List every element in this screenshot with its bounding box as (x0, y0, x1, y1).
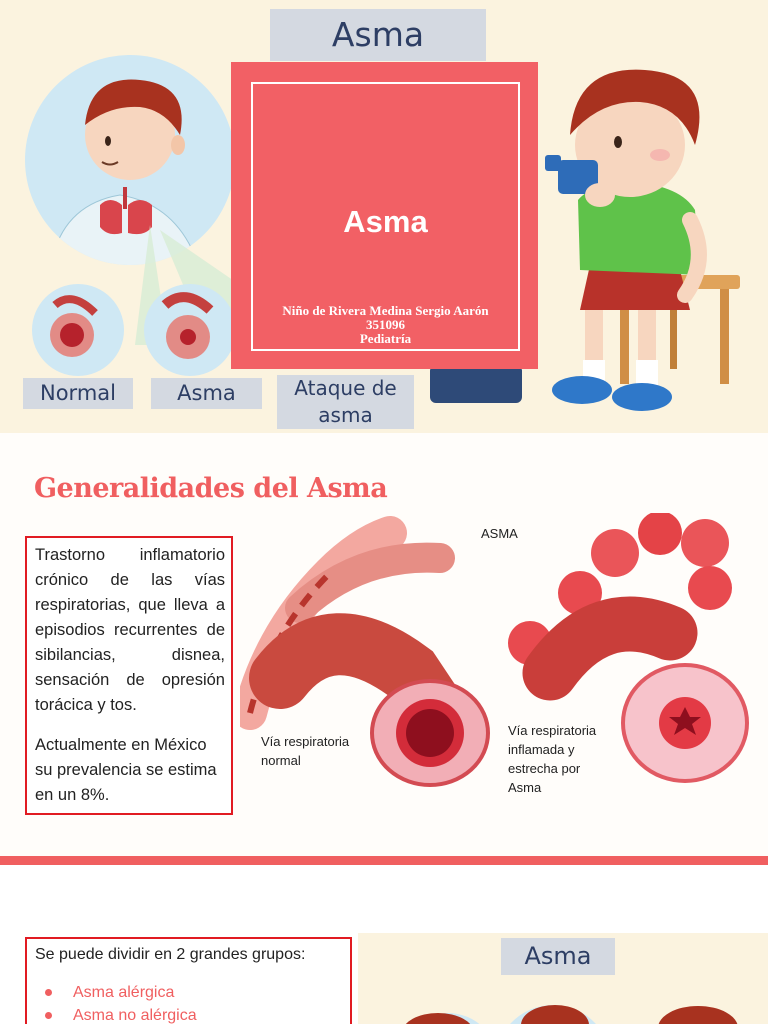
label-ataque (277, 375, 414, 429)
boys-heads-illustration (358, 973, 768, 1024)
list-item (35, 1004, 197, 1024)
airway-comparison-figure (240, 513, 760, 813)
generalidades-slide (0, 433, 768, 861)
cover-subject: Pediatría (359, 331, 412, 346)
clasificacion-intro: Se puede dividir en 2 grandes grupos: (35, 946, 306, 963)
clasificacion-textbox (25, 937, 352, 1024)
label-asma-line2: inflamada y (508, 742, 575, 757)
clasificacion-illustration-panel (358, 933, 768, 1024)
clasificacion-slide (0, 865, 768, 1024)
generalidades-heading: Generalidades del Asma (34, 473, 388, 504)
generalidades-textbox (25, 536, 233, 815)
asthma-airway-icon (508, 513, 747, 781)
generalidades-paragraph-2: Actualmente en México su prevalencia se estima en un 8%. (35, 736, 217, 804)
label-normal-line2: normal (261, 753, 301, 768)
label-normal: Normal (23, 378, 133, 409)
generalidades-paragraph-1: Trastorno inflamatorio crónico de las vías respiratorias, que lleva a episodios recurrentes de sibilancias, disnea, sensación de opresión torácica y tos. (35, 546, 225, 714)
clasificacion-tag: Asma (501, 938, 615, 975)
list-item-label: Asma alérgica (73, 984, 175, 1001)
label-ataque-line1: Ataque de (294, 376, 397, 400)
title-card (231, 62, 538, 369)
list-item (35, 981, 197, 1004)
clasificacion-list (35, 981, 197, 1024)
label-asma-line3: estrecha por (508, 761, 581, 776)
cover-author: Niño de Rivera Medina Sergio Aarón (282, 303, 489, 318)
title-card-frame (251, 82, 520, 351)
boy-inhaler-illustration (530, 60, 760, 430)
cover-slide (0, 0, 768, 433)
bullet-icon (45, 1012, 52, 1019)
slide-divider (0, 856, 768, 865)
label-asma-line1: Vía respiratoria (508, 723, 597, 738)
bullet-icon (45, 989, 52, 996)
list-item-label: Asma no alérgica (73, 1007, 197, 1024)
label-ataque-line2: asma (318, 403, 373, 427)
label-asma: Asma (151, 378, 262, 409)
cover-top-tag: Asma (270, 9, 486, 61)
label-asma-line4: Asma (508, 780, 542, 795)
inhaler-base (430, 365, 522, 403)
label-normal-line1: Vía respiratoria (261, 734, 350, 749)
boy-lungs-illustration (0, 55, 240, 385)
figure-title: ASMA (481, 526, 518, 541)
cover-id-number: 351096 (366, 317, 405, 332)
cover-title: Asma (343, 204, 428, 239)
cover-subtitle (253, 304, 518, 346)
